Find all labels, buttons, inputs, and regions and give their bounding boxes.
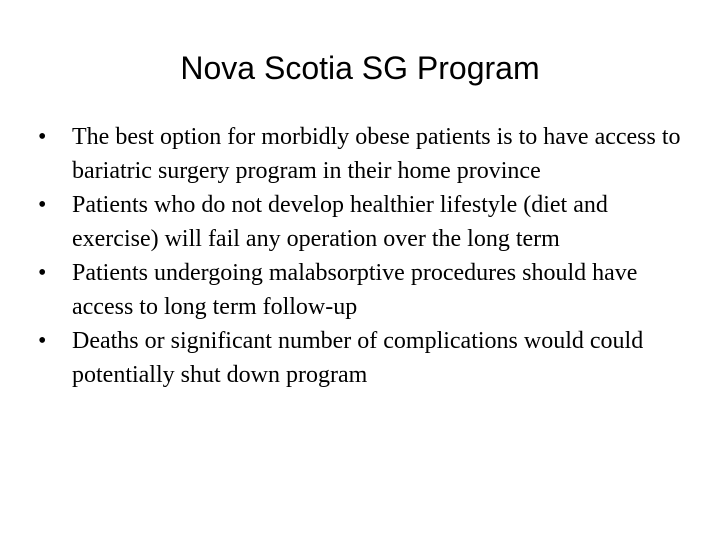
bullet-text: Deaths or significant number of complications would could potentially shut down program bbox=[72, 328, 644, 388]
bullet-item-2 bbox=[38, 188, 688, 256]
bullet-item-1 bbox=[38, 120, 688, 188]
bullet-text: Patients who do not develop healthier lifestyle (diet and exercise) will fail any operation over the long term bbox=[72, 192, 608, 252]
bullet-item-4 bbox=[38, 324, 688, 392]
bullet-icon: • bbox=[38, 192, 47, 218]
bullet-icon: • bbox=[38, 260, 47, 286]
bullet-icon: • bbox=[38, 124, 47, 150]
bullet-text: Patients undergoing malabsorptive procedures should have access to long term follow-up bbox=[72, 260, 638, 320]
bullet-item-3 bbox=[38, 256, 688, 324]
bullet-text: The best option for morbidly obese patients is to have access to bariatric surgery program in their home province bbox=[72, 124, 681, 184]
slide-title: Nova Scotia SG Program bbox=[180, 50, 540, 86]
bullet-list bbox=[38, 120, 688, 392]
bullet-icon: • bbox=[38, 328, 47, 354]
